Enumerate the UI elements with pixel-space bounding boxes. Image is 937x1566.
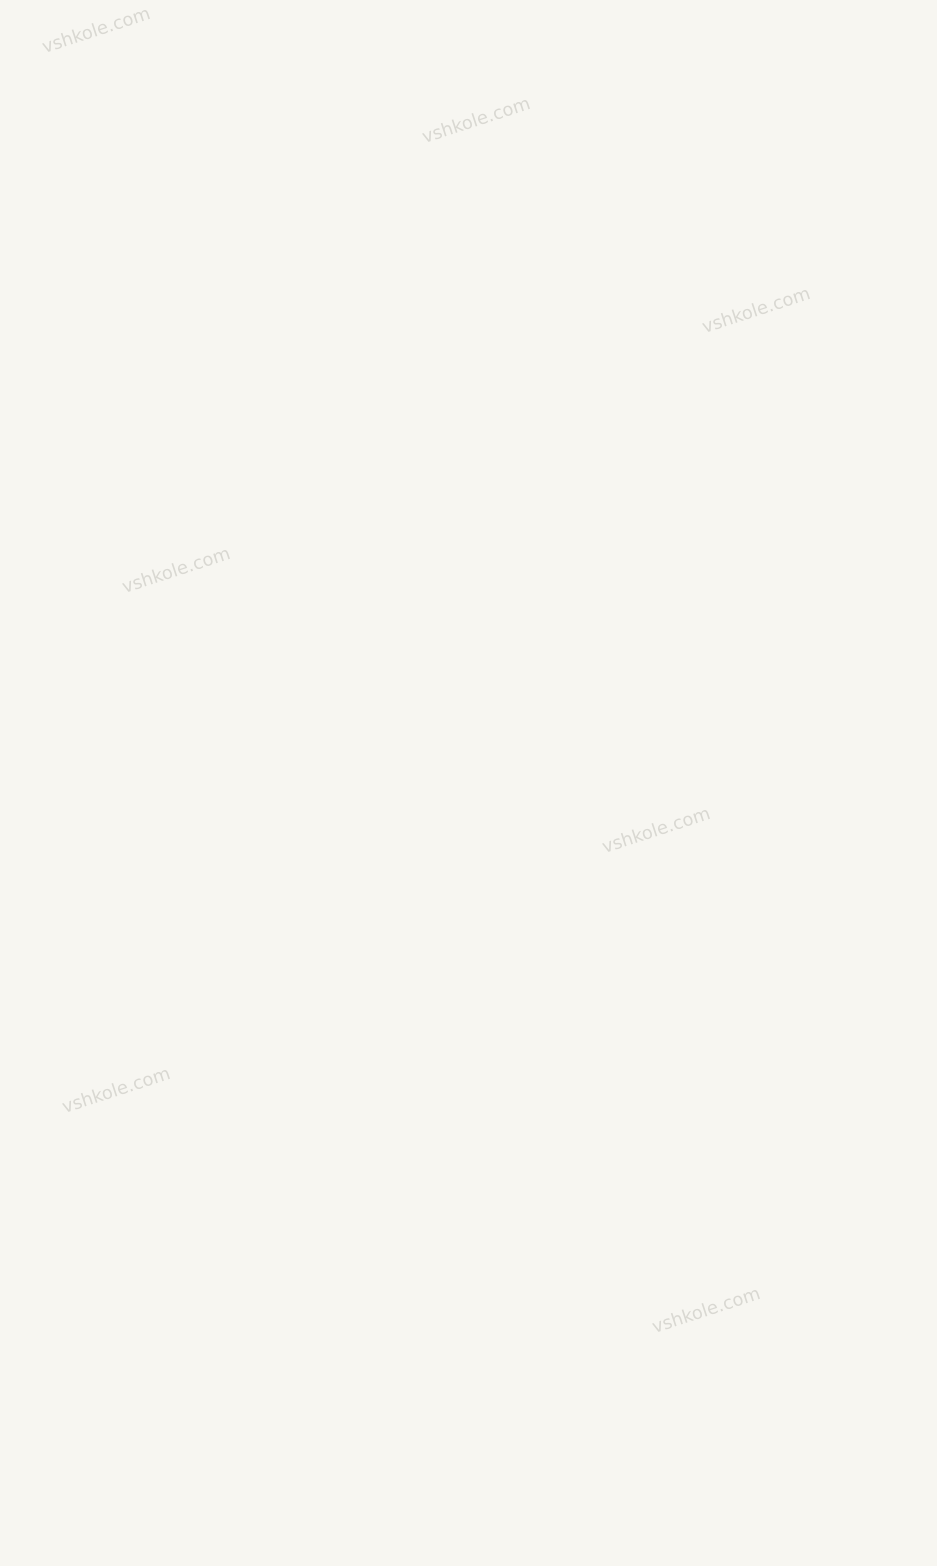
watermark: vshkole.com [419, 93, 533, 148]
watermark: vshkole.com [119, 543, 233, 598]
watermark: vshkole.com [599, 803, 713, 858]
watermark: vshkole.com [699, 283, 813, 338]
watermark: vshkole.com [59, 1063, 173, 1118]
watermark: vshkole.com [649, 1283, 763, 1338]
watermark: vshkole.com [39, 3, 153, 58]
